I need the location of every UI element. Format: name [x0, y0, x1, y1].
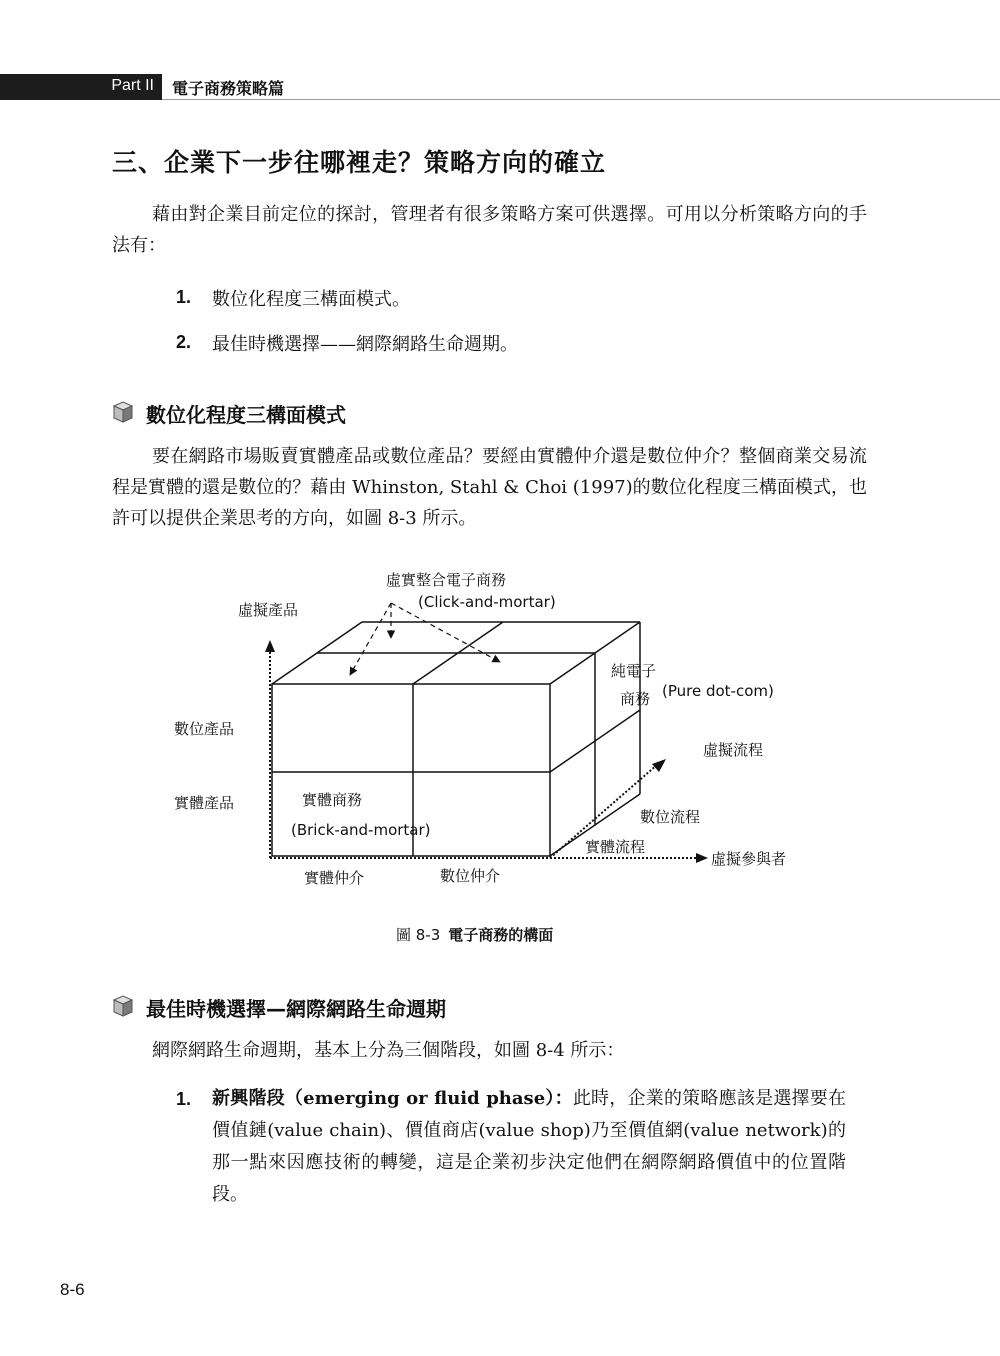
section-title: 三、企業下一步往哪裡走？策略方向的確立: [112, 148, 607, 177]
label-virtual-agent: 虛擬參與者: [711, 850, 787, 868]
z-axis-arrow-icon: [652, 759, 666, 772]
phase-description-1: [212, 1083, 846, 1211]
list-number-2: 2.: [176, 332, 192, 352]
label-brick-title: 實體商務: [302, 791, 363, 809]
cube-icon: [112, 994, 134, 1018]
list-number-1: 1.: [176, 287, 192, 307]
part-label: Part II: [111, 77, 154, 94]
subsection-title-1: 數位化程度三構面模式: [146, 403, 346, 427]
subsection-body-1: 要在網路市場販賣實體產品或數位產品？要經由實體仲介還是數位仲介？整個商業交易流程是實體的還是數位的？藉由 Whinston, Stahl & Choi (1997)的數位化程度三構面模式，也許可以提供企業思考的方向，如圖 8-3 所示。: [112, 446, 867, 529]
figure-caption: [396, 924, 553, 945]
phase-number-1: 1.: [176, 1089, 192, 1109]
label-physical-agent: 實體仲介: [304, 869, 365, 887]
label-digital-agent: 數位仲介: [440, 867, 501, 885]
label-digital-product: 數位產品: [174, 720, 235, 738]
list-item-1: 數位化程度三構面模式。: [212, 289, 410, 310]
label-pure-title-2: 商務: [620, 690, 651, 708]
figure-caption-number: 圖 8-3: [396, 926, 441, 944]
part-title: 電子商務策略篇: [172, 79, 285, 98]
label-brick-en: (Brick-and-mortar): [291, 821, 431, 839]
figure-caption-title: 電子商務的構面: [448, 926, 554, 944]
label-physical-product: 實體產品: [174, 794, 235, 812]
label-hybrid-title: 虛實整合電子商務: [386, 571, 507, 589]
y-axis-arrow-icon: [265, 640, 275, 652]
label-virtual-process: 虛擬流程: [703, 741, 764, 759]
label-pure-title-1: 純電子: [611, 662, 657, 680]
label-pure-en: (Pure dot-com): [662, 682, 774, 700]
phase-text-1: 此時，企業的策略應該是選擇要在價值鏈(value chain)、價值商店(value shop)乃至價值網(value network)的那一點來因應技術的轉變，這是企業初步決定他們在網際網路價值中的位置階段。: [212, 1088, 846, 1205]
page-number: 8-6: [60, 1280, 85, 1299]
subsection-intro-2: 網際網路生命週期，基本上分為三個階段，如圖 8-4 所示：: [152, 1040, 625, 1061]
subsection-title-2: 最佳時機選擇—網際網路生命週期: [146, 997, 446, 1021]
list-item-2: 最佳時機選擇——網際網路生命週期。: [212, 334, 518, 355]
phase-title-1: 新興階段（emerging or fluid phase）：: [212, 1088, 573, 1109]
label-digital-process: 數位流程: [640, 808, 701, 826]
label-physical-process: 實體流程: [585, 838, 646, 856]
label-virtual-product: 虛擬產品: [238, 601, 299, 619]
x-axis-arrow-icon: [696, 853, 708, 863]
label-hybrid-en: (Click-and-mortar): [418, 593, 556, 611]
section-intro: 藉由對企業目前定位的探討，管理者有很多策略方案可供選擇。可用以分析策略方向的手法有：: [112, 204, 867, 256]
